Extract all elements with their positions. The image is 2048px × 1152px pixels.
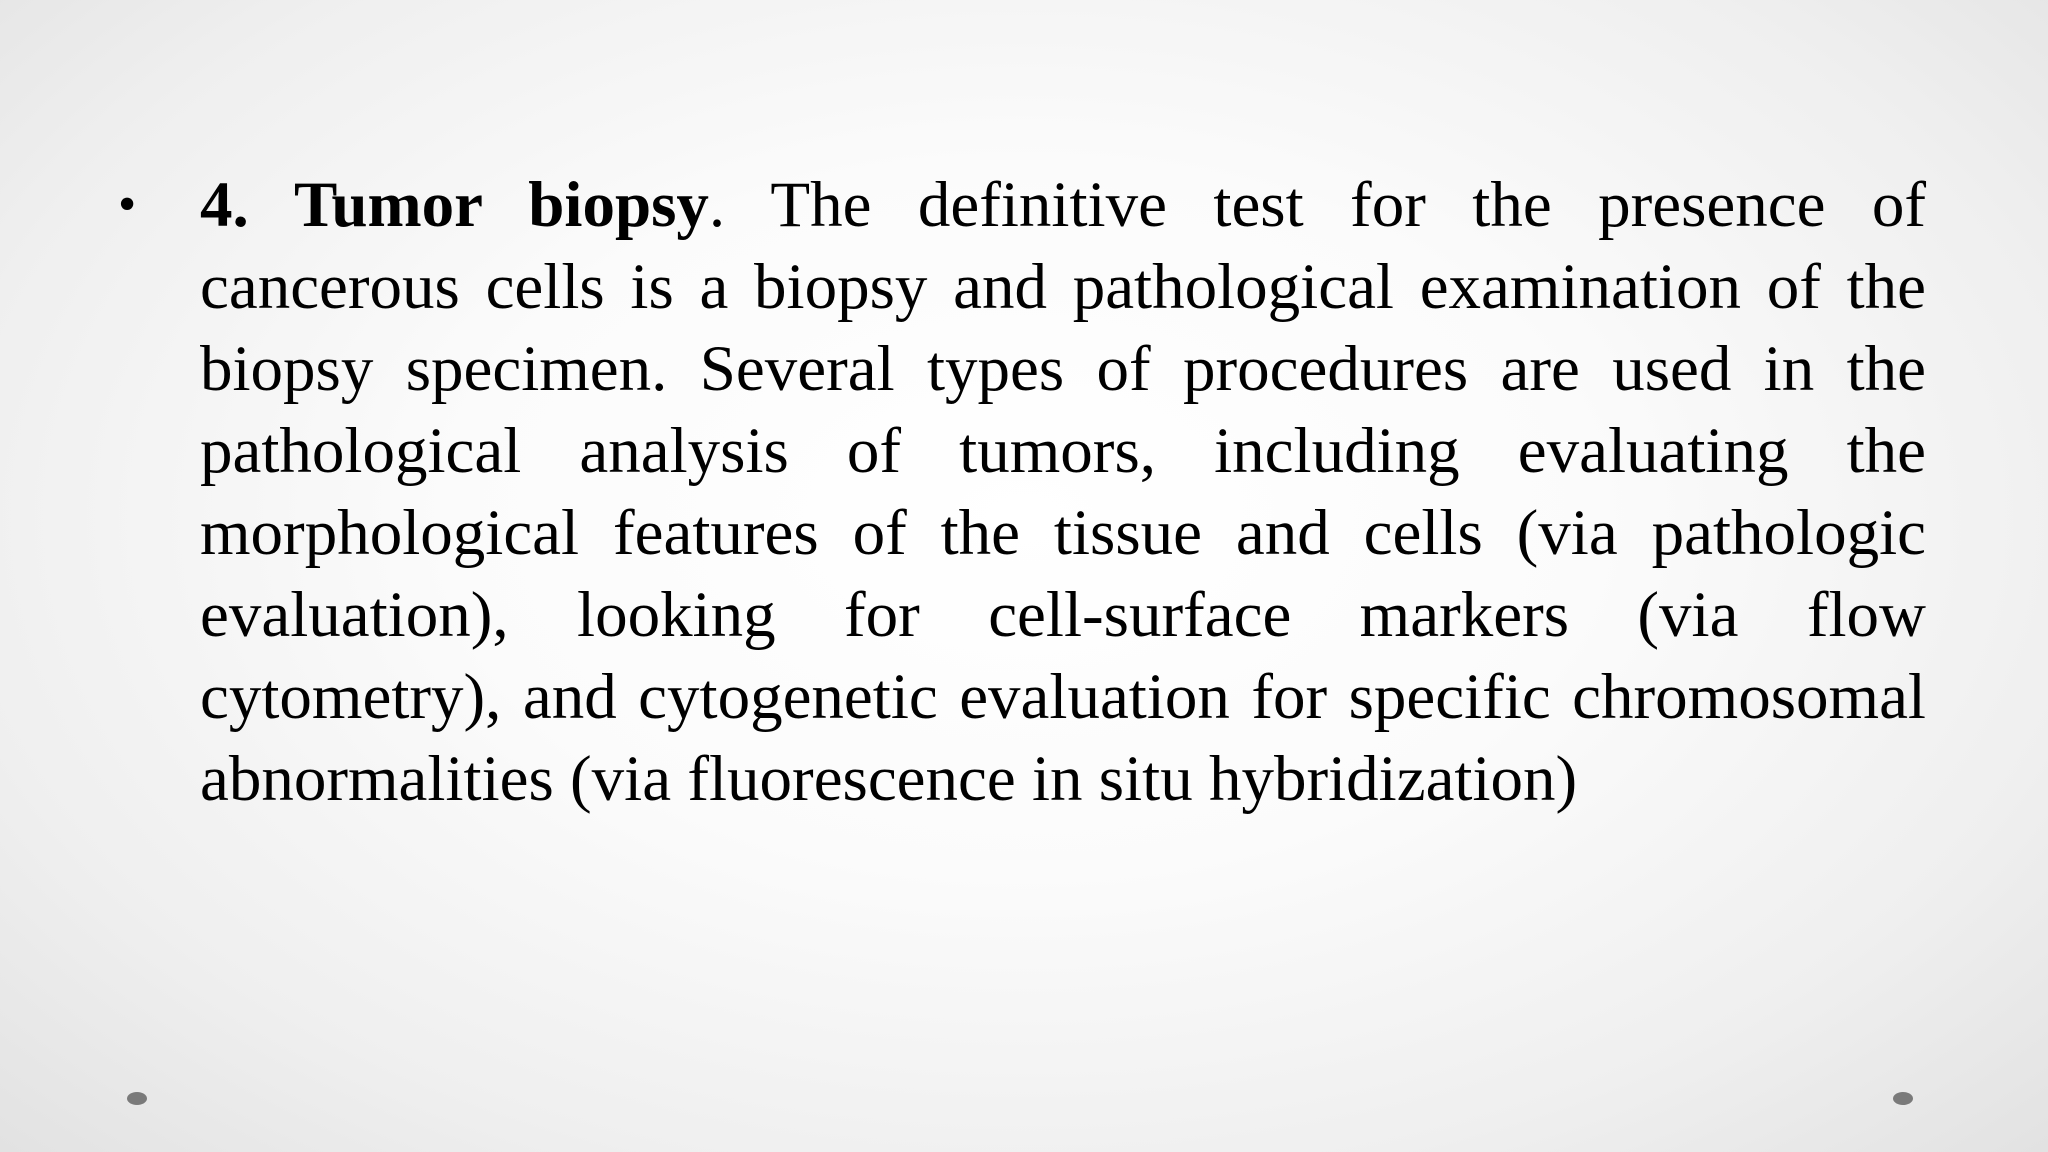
bullet-body-text: The definitive test for the presence of cancerous cells is a biopsy and pathological examination of the biopsy specimen. Several types of procedures are used in the pathological analysis of tumors, including evaluating the morphological features of the tissue and cells (via pathologic evaluation), looking for cell-surface markers (via flow cytometry), and cytogenetic evaluation for specific chromosomal abnormalities (via fluorescence in situ hybridization) (200, 169, 1926, 815)
decorative-dot-right (1893, 1092, 1913, 1105)
bullet-list (118, 164, 1926, 820)
bullet-marker: • (118, 176, 137, 233)
bullet-term-punctuation: . (708, 169, 726, 241)
bullet-item-tumor-biopsy (118, 164, 1926, 820)
bullet-term: 4. Tumor biopsy (200, 169, 709, 241)
decorative-dot-left (127, 1092, 147, 1105)
